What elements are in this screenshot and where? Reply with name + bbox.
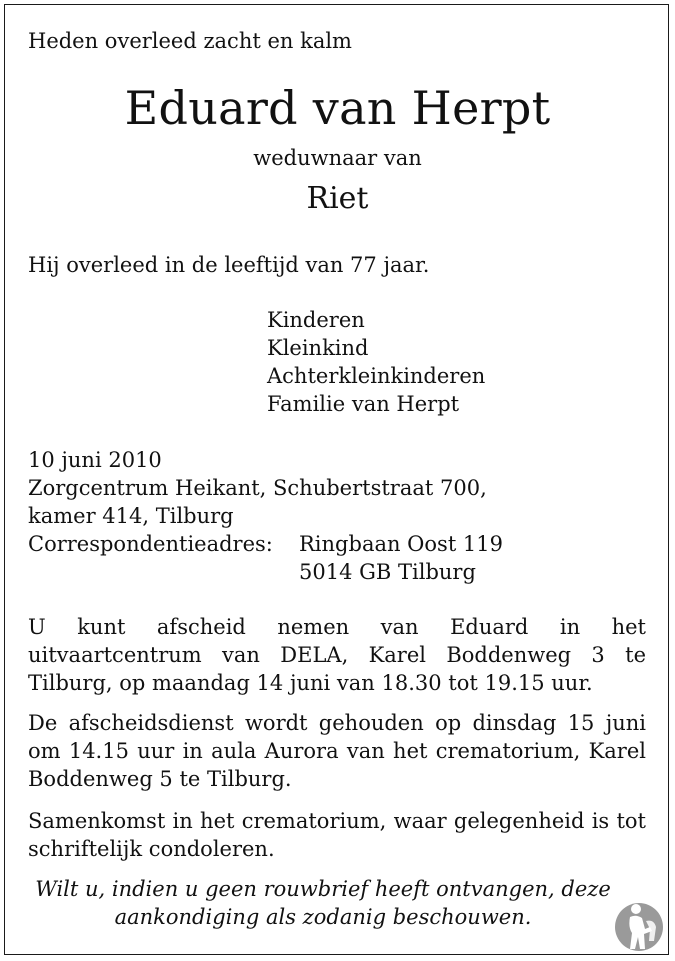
service-paragraph: De afscheidsdienst wordt gehouden op dinsdag 15 juni om 14.15 uur in aula Aurora van het crematorium, Karel Boddenweg 5 te Tilburg. bbox=[28, 711, 646, 791]
age-line: Hij overleed in de leeftijd van 77 jaar. bbox=[28, 253, 430, 277]
deceased-name: Eduard van Herpt bbox=[124, 81, 551, 135]
intro-text: Heden overleed zacht en kalm bbox=[28, 29, 352, 53]
dela-logo-icon bbox=[614, 897, 664, 953]
closing-line: Wilt u, indien u geen rouwbrief heeft ontvangen, deze bbox=[35, 877, 611, 901]
date-text: 10 juni 2010 bbox=[28, 448, 162, 472]
location-line: Zorgcentrum Heikant, Schubertstraat 700, bbox=[28, 476, 487, 500]
family-item: Achterkleinkinderen bbox=[267, 364, 486, 388]
farewell-paragraph: U kunt afscheid nemen van Eduard in het uitvaartcentrum van DELA, Karel Boddenweg 3 te Tilburg, op maandag 14 juni van 18.30 tot 19.15 uur. bbox=[28, 615, 646, 695]
closing-line: aankondiging als zodanig beschouwen. bbox=[114, 905, 532, 929]
correspondence-city: 5014 GB Tilburg bbox=[299, 560, 476, 584]
gathering-paragraph: Samenkomst in het crematorium, waar gelegenheid is tot schriftelijk condoleren. bbox=[28, 809, 646, 861]
family-item: Kinderen bbox=[267, 308, 365, 332]
relation-text: weduwnaar van bbox=[253, 146, 422, 170]
correspondence-label: Correspondentieadres: bbox=[28, 532, 273, 556]
correspondence-street: Ringbaan Oost 119 bbox=[299, 532, 504, 556]
location-line: kamer 414, Tilburg bbox=[28, 504, 234, 528]
spouse-name: Riet bbox=[306, 181, 369, 216]
family-item: Kleinkind bbox=[267, 336, 369, 360]
family-item: Familie van Herpt bbox=[267, 392, 460, 416]
